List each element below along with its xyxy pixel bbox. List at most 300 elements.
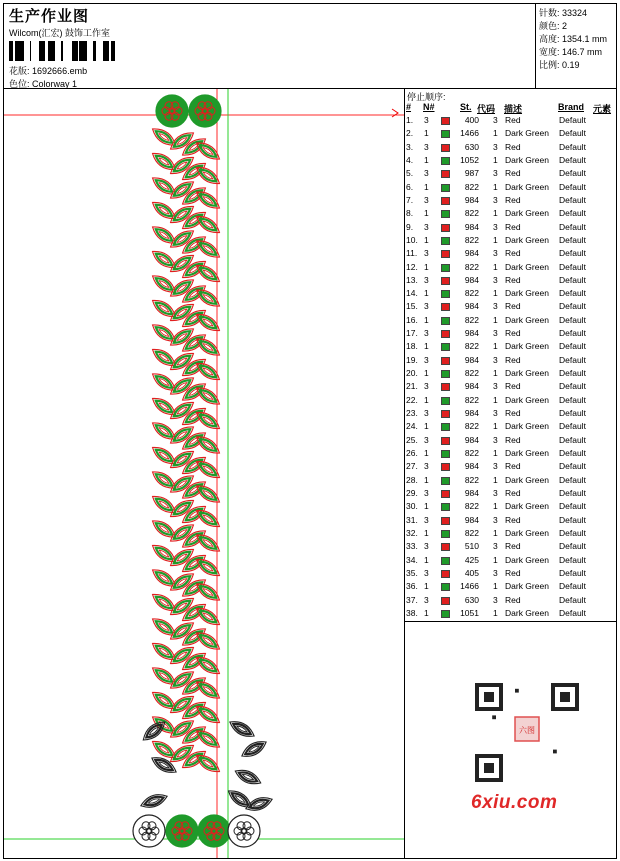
color-code: 3 bbox=[493, 354, 498, 365]
needle-number: 1 bbox=[424, 208, 429, 219]
color-description: Dark Green bbox=[505, 448, 549, 458]
color-label: 色位: bbox=[9, 79, 30, 89]
color-swatch bbox=[441, 570, 450, 578]
color-code: 3 bbox=[493, 487, 498, 498]
stop-index: 27. bbox=[406, 461, 418, 472]
stop-index: 26. bbox=[406, 448, 418, 458]
stop-row[interactable] bbox=[405, 555, 617, 568]
embroidery-design-canvas bbox=[4, 89, 404, 858]
col-code: 代码 bbox=[477, 104, 496, 114]
thread-brand: Default bbox=[559, 421, 586, 432]
stop-row[interactable] bbox=[405, 301, 617, 314]
stop-row[interactable] bbox=[405, 421, 617, 434]
color-description: Dark Green bbox=[505, 314, 549, 325]
col-stitches: St. bbox=[460, 102, 472, 112]
stop-index: 12. bbox=[406, 261, 418, 272]
flower-motif bbox=[198, 815, 230, 847]
stat-colors: 颜色: 2 bbox=[539, 21, 568, 31]
stop-row[interactable] bbox=[405, 501, 617, 514]
stop-index: 17. bbox=[406, 328, 418, 339]
color-swatch bbox=[441, 303, 450, 311]
color-description: Red bbox=[505, 487, 521, 498]
stop-row[interactable] bbox=[405, 155, 617, 168]
thread-brand: Default bbox=[559, 501, 586, 512]
thread-brand: Default bbox=[559, 314, 586, 325]
stop-index: 15. bbox=[406, 301, 418, 312]
color-swatch bbox=[441, 197, 450, 205]
thread-brand: Default bbox=[559, 194, 586, 205]
color-swatch bbox=[441, 357, 450, 365]
stop-index: 16. bbox=[406, 314, 418, 325]
leaf-motif bbox=[233, 766, 263, 788]
stop-row[interactable] bbox=[405, 195, 617, 208]
stop-row[interactable] bbox=[405, 381, 617, 394]
color-swatch bbox=[441, 130, 450, 138]
stitch-count: 822 bbox=[464, 448, 479, 458]
stop-row[interactable] bbox=[405, 168, 617, 181]
needle-number: 1 bbox=[424, 234, 429, 245]
color-code: 1 bbox=[493, 368, 498, 379]
thread-brand: Default bbox=[559, 261, 586, 272]
color-swatch bbox=[441, 117, 450, 125]
stitch-count: 984 bbox=[464, 461, 479, 472]
needle-number: 3 bbox=[424, 194, 429, 205]
color-code: 1 bbox=[493, 394, 498, 405]
color-code: 1 bbox=[493, 234, 498, 245]
color-code: 1 bbox=[493, 448, 498, 458]
stop-index: 10. bbox=[406, 234, 418, 245]
needle-number: 1 bbox=[424, 581, 429, 592]
stitch-count: 984 bbox=[464, 354, 479, 365]
stop-index: 6. bbox=[406, 181, 414, 192]
stitch-count: 984 bbox=[464, 487, 479, 498]
needle-number: 1 bbox=[424, 368, 429, 379]
color-description: Red bbox=[505, 221, 521, 232]
stop-index: 33. bbox=[406, 541, 418, 552]
color-swatch bbox=[441, 530, 450, 538]
leaf-motif bbox=[139, 791, 169, 811]
stop-row[interactable] bbox=[405, 222, 617, 235]
color-code: 1 bbox=[493, 154, 498, 165]
needle-number: 1 bbox=[424, 261, 429, 272]
stitch-count: 630 bbox=[464, 594, 479, 605]
stitch-count: 984 bbox=[464, 274, 479, 285]
color-swatch bbox=[441, 317, 450, 325]
color-description: Dark Green bbox=[505, 128, 549, 139]
color-swatch bbox=[441, 423, 450, 431]
needle-number: 1 bbox=[424, 607, 429, 618]
color-code: 3 bbox=[493, 381, 498, 392]
thread-brand: Default bbox=[559, 514, 586, 525]
flower-motif bbox=[228, 815, 260, 847]
stitch-count: 822 bbox=[464, 208, 479, 219]
stop-row[interactable] bbox=[405, 248, 617, 261]
stop-row[interactable] bbox=[405, 128, 617, 141]
stop-row[interactable] bbox=[405, 315, 617, 328]
stop-row[interactable] bbox=[405, 341, 617, 354]
color-code: 1 bbox=[493, 607, 498, 618]
stitch-count: 425 bbox=[464, 554, 479, 565]
stats-panel bbox=[535, 3, 617, 89]
thread-brand: Default bbox=[559, 461, 586, 472]
stitch-count: 822 bbox=[464, 234, 479, 245]
stop-row[interactable] bbox=[405, 368, 617, 381]
color-description: Dark Green bbox=[505, 394, 549, 405]
color-swatch bbox=[441, 490, 450, 498]
needle-number: 1 bbox=[424, 554, 429, 565]
color-swatch bbox=[441, 290, 450, 298]
stitch-count: 822 bbox=[464, 501, 479, 512]
color-code: 3 bbox=[493, 141, 498, 152]
thread-brand: Default bbox=[559, 394, 586, 405]
color-description: Red bbox=[505, 328, 521, 339]
thread-brand: Default bbox=[559, 527, 586, 538]
stop-row[interactable] bbox=[405, 475, 617, 488]
stop-index: 22. bbox=[406, 394, 418, 405]
color-swatch bbox=[441, 343, 450, 351]
color-swatch bbox=[441, 450, 450, 458]
stitch-count: 1466 bbox=[460, 128, 479, 139]
thread-brand: Default bbox=[559, 288, 586, 299]
color-swatch bbox=[441, 503, 450, 511]
stop-index: 34. bbox=[406, 554, 418, 565]
color-description: Red bbox=[505, 594, 521, 605]
col-needle: N# bbox=[423, 102, 435, 112]
stitch-count: 822 bbox=[464, 368, 479, 379]
needle-number: 3 bbox=[424, 274, 429, 285]
stop-index: 18. bbox=[406, 341, 418, 352]
needle-number: 3 bbox=[424, 514, 429, 525]
stop-row[interactable] bbox=[405, 408, 617, 421]
qr-code bbox=[473, 683, 583, 783]
thread-brand: Default bbox=[559, 181, 586, 192]
thread-brand: Default bbox=[559, 141, 586, 152]
needle-number: 1 bbox=[424, 421, 429, 432]
color-code: 3 bbox=[493, 408, 498, 419]
flower-motif bbox=[166, 815, 198, 847]
color-description: Red bbox=[505, 141, 521, 152]
stop-row[interactable] bbox=[405, 528, 617, 541]
thread-brand: Default bbox=[559, 115, 586, 125]
color-description: Red bbox=[505, 194, 521, 205]
needle-number: 1 bbox=[424, 448, 429, 458]
stitch-count: 987 bbox=[464, 168, 479, 179]
stop-row[interactable] bbox=[405, 355, 617, 368]
color-code: 3 bbox=[493, 115, 498, 125]
header-panel bbox=[3, 3, 536, 89]
needle-number: 3 bbox=[424, 221, 429, 232]
color-description: Red bbox=[505, 301, 521, 312]
stop-row[interactable] bbox=[405, 142, 617, 155]
color-swatch bbox=[441, 517, 450, 525]
stitch-count: 822 bbox=[464, 314, 479, 325]
color-swatch bbox=[441, 463, 450, 471]
thread-brand: Default bbox=[559, 328, 586, 339]
stop-row[interactable] bbox=[405, 608, 617, 621]
thread-brand: Default bbox=[559, 354, 586, 365]
stop-row[interactable] bbox=[405, 395, 617, 408]
needle-number: 3 bbox=[424, 408, 429, 419]
thread-brand: Default bbox=[559, 594, 586, 605]
stop-index: 20. bbox=[406, 368, 418, 379]
stop-index: 37. bbox=[406, 594, 418, 605]
stop-index: 29. bbox=[406, 487, 418, 498]
color-description: Red bbox=[505, 354, 521, 365]
stop-row[interactable] bbox=[405, 235, 617, 248]
studio-name: Wilcom(汇宏) 鼓饰工作室 bbox=[9, 28, 110, 38]
stitch-count: 1051 bbox=[460, 607, 479, 618]
stop-row[interactable] bbox=[405, 461, 617, 474]
color-description: Red bbox=[505, 541, 521, 552]
stitch-count: 984 bbox=[464, 328, 479, 339]
stitch-count: 984 bbox=[464, 194, 479, 205]
stop-row[interactable] bbox=[405, 115, 617, 128]
color-swatch bbox=[441, 330, 450, 338]
design-preview[interactable] bbox=[3, 88, 405, 859]
color-code: 1 bbox=[493, 288, 498, 299]
colorway: Colorway 1 bbox=[32, 79, 78, 89]
stop-row[interactable] bbox=[405, 581, 617, 594]
color-swatch bbox=[441, 170, 450, 178]
color-swatch bbox=[441, 383, 450, 391]
color-description: Dark Green bbox=[505, 341, 549, 352]
color-description: Dark Green bbox=[505, 154, 549, 165]
stitch-count: 822 bbox=[464, 288, 479, 299]
thread-brand: Default bbox=[559, 221, 586, 232]
thread-brand: Default bbox=[559, 567, 586, 578]
color-code: 1 bbox=[493, 501, 498, 512]
color-swatch bbox=[441, 264, 450, 272]
color-description: Red bbox=[505, 567, 521, 578]
stop-index: 23. bbox=[406, 408, 418, 419]
color-swatch bbox=[441, 597, 450, 605]
color-code: 1 bbox=[493, 474, 498, 485]
stitch-count: 405 bbox=[464, 567, 479, 578]
thread-brand: Default bbox=[559, 541, 586, 552]
color-code: 1 bbox=[493, 527, 498, 538]
col-brand: Brand bbox=[558, 102, 585, 112]
color-swatch bbox=[441, 397, 450, 405]
needle-number: 3 bbox=[424, 141, 429, 152]
stop-row[interactable] bbox=[405, 275, 617, 288]
color-swatch bbox=[441, 237, 450, 245]
thread-brand: Default bbox=[559, 154, 586, 165]
needle-number: 3 bbox=[424, 434, 429, 445]
color-code: 3 bbox=[493, 274, 498, 285]
color-swatch bbox=[441, 370, 450, 378]
stop-index: 36. bbox=[406, 581, 418, 592]
stop-index: 31. bbox=[406, 514, 418, 525]
color-code: 3 bbox=[493, 301, 498, 312]
color-swatch bbox=[441, 543, 450, 551]
color-code: 1 bbox=[493, 181, 498, 192]
color-code: 1 bbox=[493, 128, 498, 139]
needle-number: 1 bbox=[424, 394, 429, 405]
color-code: 1 bbox=[493, 421, 498, 432]
color-swatch bbox=[441, 144, 450, 152]
flower-motif bbox=[133, 815, 165, 847]
stop-index: 24. bbox=[406, 421, 418, 432]
color-code: 3 bbox=[493, 168, 498, 179]
stop-sequence-panel bbox=[404, 88, 617, 622]
color-code: 3 bbox=[493, 248, 498, 259]
color-code: 3 bbox=[493, 221, 498, 232]
color-description: Dark Green bbox=[505, 368, 549, 379]
thread-brand: Default bbox=[559, 381, 586, 392]
color-description: Dark Green bbox=[505, 501, 549, 512]
needle-number: 3 bbox=[424, 301, 429, 312]
needle-number: 1 bbox=[424, 501, 429, 512]
stop-index: 11. bbox=[406, 248, 418, 259]
color-description: Dark Green bbox=[505, 181, 549, 192]
stop-index: 5. bbox=[406, 168, 414, 179]
thread-brand: Default bbox=[559, 208, 586, 219]
color-description: Red bbox=[505, 514, 521, 525]
stop-row[interactable] bbox=[405, 541, 617, 554]
stop-index: 7. bbox=[406, 194, 414, 205]
site-logo: 6xiu.com bbox=[471, 792, 558, 813]
color-swatch bbox=[441, 250, 450, 258]
stitch-count: 984 bbox=[464, 221, 479, 232]
color-swatch bbox=[441, 224, 450, 232]
stop-row[interactable] bbox=[405, 435, 617, 448]
color-code: 1 bbox=[493, 314, 498, 325]
color-description: Dark Green bbox=[505, 288, 549, 299]
thread-brand: Default bbox=[559, 448, 586, 458]
stop-index: 19. bbox=[406, 354, 418, 365]
stop-row[interactable] bbox=[405, 595, 617, 608]
stitch-count: 984 bbox=[464, 381, 479, 392]
stitch-count: 510 bbox=[464, 541, 479, 552]
color-description: Red bbox=[505, 168, 521, 179]
color-description: Red bbox=[505, 248, 521, 259]
stop-row[interactable] bbox=[405, 448, 617, 461]
thread-brand: Default bbox=[559, 434, 586, 445]
stop-row[interactable] bbox=[405, 488, 617, 501]
color-description: Red bbox=[505, 115, 521, 125]
color-swatch bbox=[441, 583, 450, 591]
color-description: Dark Green bbox=[505, 474, 549, 485]
color-swatch bbox=[441, 210, 450, 218]
color-code: 1 bbox=[493, 581, 498, 592]
flower-motif bbox=[156, 95, 188, 127]
stitch-count: 984 bbox=[464, 434, 479, 445]
thread-brand: Default bbox=[559, 274, 586, 285]
needle-number: 3 bbox=[424, 168, 429, 179]
col-desc: 描述 bbox=[504, 104, 523, 114]
needle-number: 3 bbox=[424, 381, 429, 392]
stitch-count: 984 bbox=[464, 514, 479, 525]
leaf-motif bbox=[239, 737, 269, 761]
thread-brand: Default bbox=[559, 408, 586, 419]
stitch-count: 984 bbox=[464, 248, 479, 259]
needle-number: 3 bbox=[424, 461, 429, 472]
stop-row[interactable] bbox=[405, 328, 617, 341]
thread-brand: Default bbox=[559, 301, 586, 312]
stitch-count: 630 bbox=[464, 141, 479, 152]
needle-number: 3 bbox=[424, 567, 429, 578]
needle-number: 3 bbox=[424, 487, 429, 498]
stat-width: 宽度: 146.7 mm bbox=[539, 47, 603, 57]
stitch-count: 822 bbox=[464, 261, 479, 272]
barcode bbox=[9, 41, 117, 61]
stat-height: 高度: 1354.1 mm bbox=[539, 34, 608, 44]
thread-brand: Default bbox=[559, 168, 586, 179]
stitch-count: 1052 bbox=[460, 154, 479, 165]
stop-row[interactable] bbox=[405, 568, 617, 581]
stop-row[interactable] bbox=[405, 288, 617, 301]
needle-number: 3 bbox=[424, 594, 429, 605]
stop-index: 2. bbox=[406, 128, 414, 139]
color-swatch bbox=[441, 557, 450, 565]
color-description: Dark Green bbox=[505, 261, 549, 272]
stitch-count: 822 bbox=[464, 527, 479, 538]
stop-sequence-header bbox=[405, 102, 617, 114]
needle-number: 1 bbox=[424, 474, 429, 485]
needle-number: 3 bbox=[424, 354, 429, 365]
color-description: Red bbox=[505, 381, 521, 392]
color-code: 1 bbox=[493, 261, 498, 272]
stitch-count: 400 bbox=[464, 115, 479, 125]
color-code: 3 bbox=[493, 594, 498, 605]
stop-row[interactable] bbox=[405, 208, 617, 221]
design-file-label bbox=[9, 64, 87, 77]
stop-index: 30. bbox=[406, 501, 418, 512]
stop-row[interactable] bbox=[405, 515, 617, 528]
stop-index: 3. bbox=[406, 141, 414, 152]
stitch-count: 822 bbox=[464, 181, 479, 192]
page-title: 生产作业图 bbox=[9, 8, 90, 25]
stop-row[interactable] bbox=[405, 262, 617, 275]
color-description: Dark Green bbox=[505, 581, 549, 592]
needle-number: 1 bbox=[424, 288, 429, 299]
stitch-count: 822 bbox=[464, 394, 479, 405]
needle-number: 1 bbox=[424, 314, 429, 325]
color-swatch bbox=[441, 410, 450, 418]
stop-index: 28. bbox=[406, 474, 418, 485]
needle-number: 1 bbox=[424, 154, 429, 165]
stop-index: 9. bbox=[406, 221, 414, 232]
needle-number: 3 bbox=[424, 115, 429, 125]
color-code: 3 bbox=[493, 541, 498, 552]
watermark-panel bbox=[404, 621, 617, 859]
stitch-count: 822 bbox=[464, 341, 479, 352]
thread-brand: Default bbox=[559, 487, 586, 498]
stitch-count: 984 bbox=[464, 301, 479, 312]
stop-row[interactable] bbox=[405, 182, 617, 195]
color-code: 3 bbox=[493, 567, 498, 578]
stitch-count: 822 bbox=[464, 474, 479, 485]
stop-index: 8. bbox=[406, 208, 414, 219]
color-swatch bbox=[441, 610, 450, 618]
design-label: 花版: bbox=[9, 66, 30, 76]
thread-brand: Default bbox=[559, 128, 586, 139]
needle-number: 3 bbox=[424, 541, 429, 552]
thread-brand: Default bbox=[559, 581, 586, 592]
color-description: Dark Green bbox=[505, 554, 549, 565]
color-code: 3 bbox=[493, 194, 498, 205]
color-code: 3 bbox=[493, 328, 498, 339]
stop-index: 13. bbox=[406, 274, 418, 285]
color-code: 3 bbox=[493, 434, 498, 445]
color-description: Dark Green bbox=[505, 421, 549, 432]
needle-number: 1 bbox=[424, 181, 429, 192]
color-swatch bbox=[441, 437, 450, 445]
stat-stitches: 针数: 33324 bbox=[539, 8, 588, 18]
thread-brand: Default bbox=[559, 248, 586, 259]
color-description: Red bbox=[505, 408, 521, 419]
color-swatch bbox=[441, 157, 450, 165]
